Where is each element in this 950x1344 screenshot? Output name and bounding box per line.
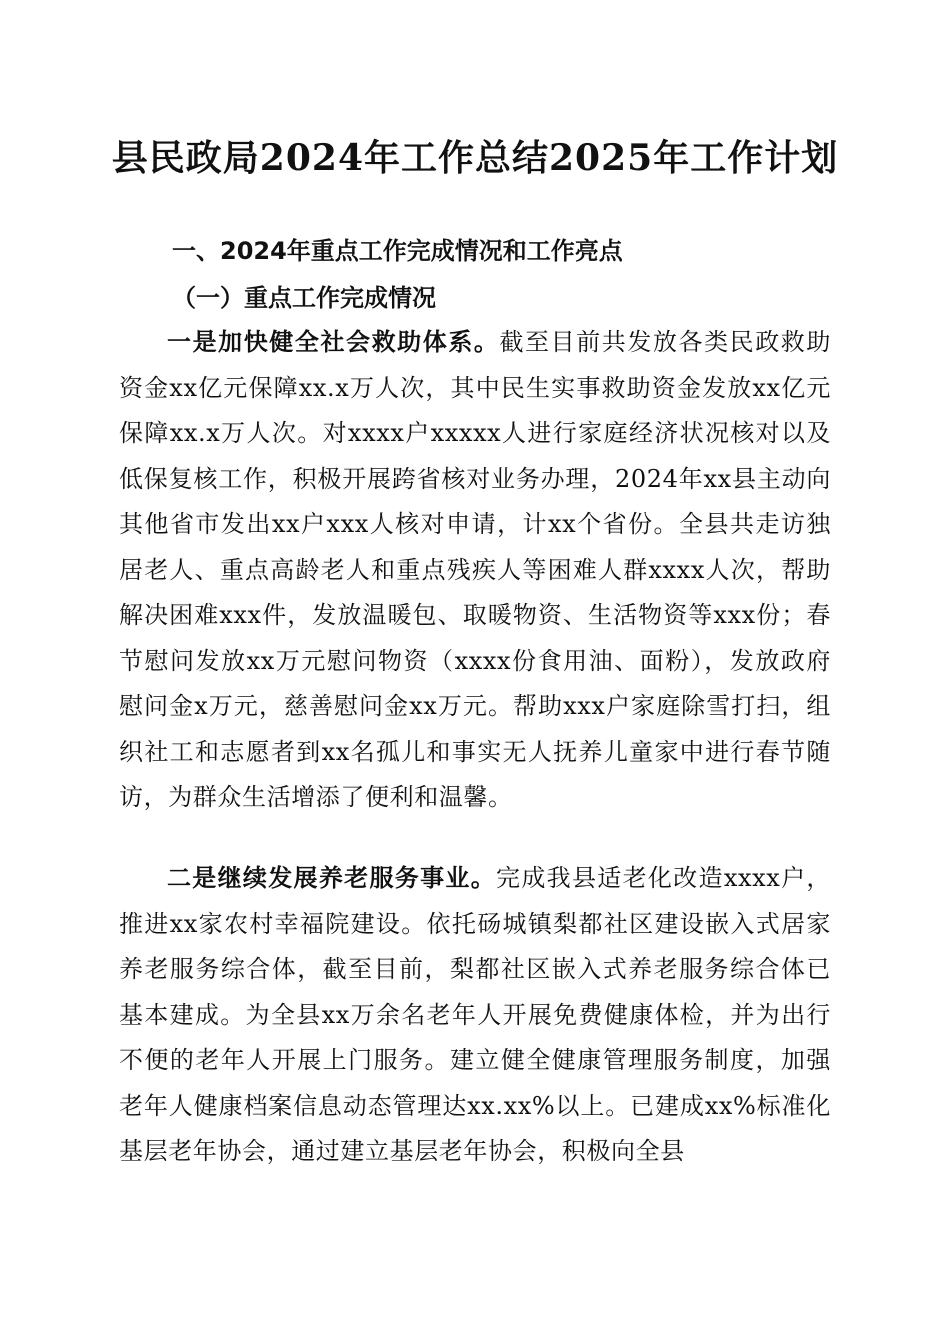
paragraph-elderly-services bbox=[119, 855, 831, 1175]
paragraph-body: 完成我县适老化改造xxxx户，推进xx家农村幸福院建设。依托砀城镇梨都社区建设嵌入式居家养老服务综合体，截至目前，梨都社区嵌入式养老服务综合体已基本建成。为全县xx万余名老年人开展免费健康体检，并为出行不便的老年人开展上门服务。建立健全健康管理服务制度，加强老年人健康档案信息动态管理达xx.xx%以上。已建成xx%标准化基层老年协会，通过建立基层老年协会，积极向全县 bbox=[119, 864, 831, 1165]
paragraph-body: 截至目前共发放各类民政救助资金xx亿元保障xx.x万人次，其中民生实事救助资金发放xx亿元保障xx.x万人次。对xxxx户xxxxx人进行家庭经济状况核对以及低保复核工作，积极开展跨省核对业务办理，2024年xx县主动向其他省市发出xx户xxx人核对申请，计xx个省份。全县共走访独居老人、重点高龄老人和重点残疾人等困难人群xxxx人次，帮助解决困难xxx件，发放温暖包、取暖物资、生活物资等xxx份；春节慰问发放xx万元慰问物资（xxxx份食用油、面粉），发放政府慰问金x万元，慈善慰问金xx万元。帮助xxx户家庭除雪打扫，组织社工和志愿者到xx名孤儿和事实无人抚养儿童家中进行春节随访，为群众生活增添了便利和温馨。 bbox=[119, 328, 831, 811]
section-heading: 一、2024年重点工作完成情况和工作亮点 bbox=[172, 237, 623, 265]
paragraph-lead: 一是加快健全社会救助体系。 bbox=[167, 327, 500, 356]
subsection-heading: （一）重点工作完成情况 bbox=[172, 283, 436, 312]
paragraph-social-assistance bbox=[119, 319, 831, 821]
page-title: 县民政局2024年工作总结2025年工作计划 bbox=[111, 137, 839, 179]
paragraph-lead: 二是继续发展养老服务事业。 bbox=[167, 863, 497, 892]
